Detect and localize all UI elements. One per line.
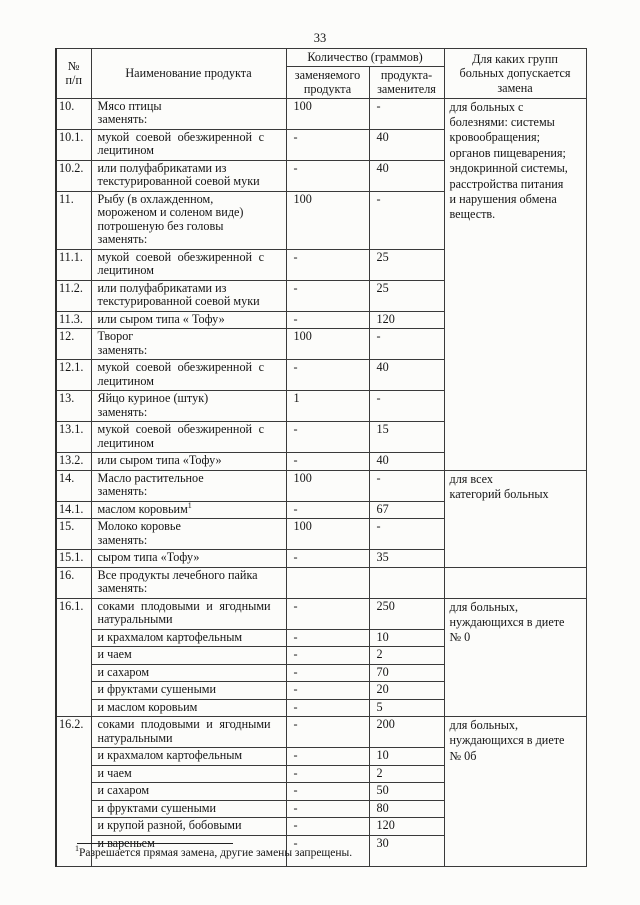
product-name-text: и фруктами сушеными [97, 682, 217, 696]
qty-replaced-cell: - [286, 129, 369, 160]
row-no-cell: 13. [56, 391, 91, 422]
table-row [56, 598, 586, 629]
product-name-cell [91, 422, 286, 453]
product-name-cell [91, 629, 286, 647]
qty-replaced-cell: - [286, 800, 369, 818]
qty-substitute-cell: 5 [369, 699, 444, 717]
product-name-line [98, 648, 283, 662]
product-name-text: соками плодовыми и ягодными [97, 717, 271, 731]
product-name-text: заменять: [97, 484, 148, 498]
product-name-text: Рыбу (в охлажденном, [97, 191, 214, 206]
product-name-line [98, 361, 283, 375]
qty-substitute-cell: - [369, 470, 444, 501]
row-no-cell: 12. [56, 329, 91, 360]
product-name-line [98, 485, 283, 499]
qty-replaced-cell: - [286, 748, 369, 766]
product-name-text: и маслом коровьим [97, 699, 198, 714]
product-name-line [98, 175, 283, 189]
qty-substitute-cell: - [369, 329, 444, 360]
product-name-line [98, 144, 283, 158]
product-name-line [98, 437, 283, 451]
product-name-text: маслом коровьим [97, 501, 188, 516]
product-name-text: и чаем [97, 765, 132, 780]
product-name-line [98, 569, 283, 583]
product-name-line [98, 295, 283, 309]
patient-group-line: расстройства питания [449, 176, 564, 191]
product-name-text: сыром типа «Тофу» [97, 550, 200, 564]
product-name-line [98, 100, 283, 114]
patient-group-line: болезнями: системы [449, 114, 555, 129]
product-name-cell [91, 717, 286, 748]
qty-substitute-cell: 35 [369, 550, 444, 568]
product-name-text: и крахмалом картофельным [97, 629, 243, 644]
header-patient-groups-line: больных допускается [459, 66, 571, 80]
product-name-cell [91, 329, 286, 360]
row-no-cell: 12.1. [56, 360, 91, 391]
product-name-cell [91, 453, 286, 471]
qty-replaced-cell: - [286, 783, 369, 801]
qty-substitute-cell: - [369, 519, 444, 550]
qty-replaced-cell: - [286, 249, 369, 280]
product-name-text: натуральными [97, 612, 173, 626]
product-name-line [98, 472, 283, 486]
qty-substitute-cell [369, 567, 444, 598]
qty-replaced-cell: 100 [286, 519, 369, 550]
product-name-text: или полуфабрикатами из [97, 160, 227, 175]
patient-group-line: эндокринной системы, [449, 161, 568, 176]
product-name-line [98, 375, 283, 389]
product-name-cell [91, 360, 286, 391]
footnote [75, 843, 495, 860]
product-name-cell [91, 699, 286, 717]
product-name-line [98, 392, 283, 406]
header-qty-substitute [369, 66, 444, 98]
product-name-line [98, 802, 283, 816]
product-name-cell [91, 567, 286, 598]
qty-substitute-cell: - [369, 391, 444, 422]
product-name-text: заменять: [97, 232, 148, 246]
row-no-cell: 10.2. [56, 160, 91, 191]
substitution-table [55, 48, 587, 867]
product-name-line [98, 330, 283, 344]
product-name-line [98, 131, 283, 145]
product-name-line [98, 631, 283, 645]
table-row [56, 717, 586, 748]
product-name-cell [91, 191, 286, 249]
product-name-text: заменять: [97, 532, 148, 547]
row-no-cell: 13.1. [56, 422, 91, 453]
product-name-text: Яйцо куриное (штук) [97, 391, 209, 405]
qty-substitute-cell: 25 [369, 280, 444, 311]
qty-substitute-cell: 30 [369, 835, 444, 867]
qty-substitute-cell: 120 [369, 311, 444, 329]
qty-substitute-cell: 2 [369, 765, 444, 783]
product-name-line [98, 503, 283, 517]
product-name-text: лецитином [97, 435, 154, 450]
product-name-text: Творог [97, 329, 134, 343]
qty-substitute-cell: - [369, 191, 444, 249]
patient-group-line: кровообращения; [449, 130, 541, 145]
qty-substitute-cell: 25 [369, 249, 444, 280]
product-name-line [98, 313, 283, 327]
product-name-cell [91, 519, 286, 550]
product-name-line [98, 264, 283, 278]
product-name-text: потрошеную без головы [97, 218, 224, 233]
patient-group-line: веществ. [449, 207, 496, 222]
product-name-text: заменять: [97, 581, 148, 595]
product-name-line [98, 718, 283, 732]
product-name-cell [91, 598, 286, 629]
qty-substitute-cell: 2 [369, 647, 444, 665]
product-name-cell [91, 501, 286, 519]
product-name-line [98, 784, 283, 798]
product-name-text: Масло растительное [97, 470, 204, 485]
product-name-line [98, 113, 283, 127]
qty-substitute-cell: 250 [369, 598, 444, 629]
product-name-text: или полуфабрикатами из [97, 280, 227, 295]
qty-replaced-cell: - [286, 664, 369, 682]
page-number: 33 [313, 31, 327, 45]
product-name-text: заменять: [97, 404, 148, 419]
product-name-text: Молоко коровье [97, 519, 181, 533]
qty-substitute-cell: 120 [369, 818, 444, 836]
qty-substitute-cell: 15 [369, 422, 444, 453]
patient-group-line: для больных, [449, 599, 519, 614]
row-no-cell: 15. [56, 519, 91, 550]
row-no-cell: 11.3. [56, 311, 91, 329]
qty-replaced-cell: - [286, 360, 369, 391]
footnote-reference: 1 [187, 501, 192, 510]
product-name-line [98, 406, 283, 420]
header-qty-replaced [286, 66, 369, 98]
qty-substitute-cell: 50 [369, 783, 444, 801]
qty-substitute-cell: 40 [369, 453, 444, 471]
patient-group-line: № 0 [449, 630, 471, 645]
patient-group-line: № 0б [449, 748, 477, 763]
product-name-line [98, 732, 283, 746]
product-name-text: лецитином [97, 143, 154, 157]
patient-group-line: нуждающихся в диете [449, 733, 565, 748]
qty-substitute-cell: 10 [369, 629, 444, 647]
header-qty-substitute-line: заменителя [377, 82, 436, 96]
product-name-text: заменять: [97, 342, 148, 357]
patient-group-cell [444, 567, 586, 598]
product-name-line [98, 423, 283, 437]
product-name-text: мукой соевой обезжиренной с [97, 422, 265, 436]
qty-replaced-cell: 100 [286, 329, 369, 360]
header-quantity-group: Количество (граммов) [286, 49, 444, 67]
header-patient-groups-line: замена [497, 80, 533, 95]
patient-group-line: для больных, [449, 718, 519, 732]
product-name-line [98, 749, 283, 763]
qty-replaced-cell: 100 [286, 191, 369, 249]
row-no-cell: 10.1. [56, 129, 91, 160]
product-name-text: натуральными [97, 730, 173, 745]
product-name-cell [91, 682, 286, 700]
product-name-line [98, 666, 283, 680]
product-name-line [98, 220, 283, 234]
qty-replaced-cell: - [286, 453, 369, 471]
product-name-cell [91, 748, 286, 766]
product-name-line [98, 613, 283, 627]
header-patient-groups-line: Для каких групп [472, 51, 558, 66]
header-no [56, 49, 91, 99]
product-name-line [98, 162, 283, 176]
qty-replaced-cell: - [286, 682, 369, 700]
footnote-separator [77, 843, 233, 844]
product-name-cell [91, 98, 286, 129]
header-qty-replaced-line: заменяемого [294, 67, 361, 82]
product-name-line [98, 582, 283, 596]
patient-group-line: органов пищеварения; [449, 145, 566, 160]
qty-replaced-cell: - [286, 311, 369, 329]
product-name-text: или сыром типа « Тофу» [97, 311, 225, 326]
qty-substitute-cell: 40 [369, 160, 444, 191]
patient-group-line: нуждающихся в диете [449, 614, 565, 629]
product-name-text: мукой соевой обезжиренной с [97, 360, 265, 374]
header-no-line: п/п [65, 73, 82, 88]
header-qty-substitute-line: продукта- [380, 67, 433, 82]
row-no-cell: 16.2. [56, 717, 91, 867]
qty-replaced-cell: - [286, 598, 369, 629]
qty-replaced-cell: - [286, 717, 369, 748]
product-name-text: и крахмалом картофельным [97, 748, 243, 762]
qty-replaced-cell: - [286, 629, 369, 647]
product-name-line [98, 193, 283, 207]
product-name-text: и сахаром [97, 664, 150, 679]
product-name-text: и фруктами сушеными [97, 800, 217, 815]
header-patient-groups [444, 49, 586, 99]
qty-substitute-cell: 80 [369, 800, 444, 818]
product-name-cell [91, 280, 286, 311]
product-name-text: лецитином [97, 373, 154, 388]
product-name-text: Все продукты лечебного пайка [97, 567, 258, 582]
patient-group-line: для всех [449, 471, 494, 486]
table-row [56, 567, 586, 598]
product-name-line [98, 600, 283, 614]
footnote-marker: 1 [75, 844, 79, 854]
patient-group-line: для больных с [449, 99, 524, 114]
product-name-line [98, 520, 283, 534]
product-name-line [98, 282, 283, 296]
product-name-text: заменять: [97, 112, 148, 126]
patient-group-line: категорий больных [449, 486, 549, 501]
patient-group-cell [444, 98, 586, 470]
product-name-text: мукой соевой обезжиренной с [97, 129, 265, 144]
product-name-line [98, 767, 283, 781]
product-name-cell [91, 818, 286, 836]
product-name-text: и крупой разной, бобовыми [97, 818, 242, 832]
row-no-cell: 11. [56, 191, 91, 249]
product-name-text: и вареньем [97, 835, 155, 850]
qty-replaced-cell: - [286, 818, 369, 836]
product-name-text: мороженом и соленом виде) [97, 205, 244, 219]
qty-replaced-cell: - [286, 422, 369, 453]
row-no-cell: 11.2. [56, 280, 91, 311]
product-name-line [98, 534, 283, 548]
patient-group-cell [444, 598, 586, 717]
product-name-line [98, 701, 283, 715]
qty-substitute-cell: 40 [369, 360, 444, 391]
qty-substitute-cell: 20 [369, 682, 444, 700]
product-name-cell [91, 783, 286, 801]
product-name-text: Мясо птицы [97, 98, 162, 113]
qty-replaced-cell: 100 [286, 98, 369, 129]
row-no-cell: 13.2. [56, 453, 91, 471]
product-name-cell [91, 311, 286, 329]
qty-replaced-cell: - [286, 160, 369, 191]
product-name-text: текстурированной соевой муки [97, 174, 260, 188]
qty-replaced-cell: - [286, 501, 369, 519]
product-name-line [98, 233, 283, 247]
qty-replaced-cell: 100 [286, 470, 369, 501]
qty-substitute-cell: - [369, 98, 444, 129]
qty-substitute-cell: 40 [369, 129, 444, 160]
footnote-text-content: Разрешается прямая замена, другие замены запрещены. [79, 847, 353, 859]
header-no-line: № [67, 58, 80, 73]
qty-replaced-cell: - [286, 550, 369, 568]
product-name-cell [91, 550, 286, 568]
footnote-text [75, 844, 495, 860]
header-product-name: Наименование продукта [91, 49, 286, 99]
product-name-cell [91, 160, 286, 191]
row-no-cell: 14. [56, 470, 91, 501]
qty-replaced-cell: - [286, 280, 369, 311]
row-no-cell: 15.1. [56, 550, 91, 568]
product-name-line [98, 683, 283, 697]
row-no-cell: 11.1. [56, 249, 91, 280]
product-name-text: и чаем [97, 647, 132, 661]
patient-group-cell [444, 470, 586, 567]
row-no-cell: 16.1. [56, 598, 91, 717]
product-name-cell [91, 647, 286, 665]
product-name-line [98, 551, 283, 565]
product-name-cell [91, 470, 286, 501]
product-name-cell [91, 765, 286, 783]
product-name-cell [91, 391, 286, 422]
row-no-cell: 10. [56, 98, 91, 129]
product-name-text: текстурированной соевой муки [97, 294, 260, 308]
product-name-line [98, 344, 283, 358]
table-row [56, 98, 586, 129]
qty-substitute-cell: 10 [369, 748, 444, 766]
qty-substitute-cell: 67 [369, 501, 444, 519]
qty-replaced-cell: - [286, 699, 369, 717]
product-name-cell [91, 129, 286, 160]
qty-replaced-cell: - [286, 765, 369, 783]
product-name-text: мукой соевой обезжиренной с [97, 249, 265, 264]
product-name-line [98, 819, 283, 833]
product-name-cell [91, 249, 286, 280]
qty-substitute-cell: 200 [369, 717, 444, 748]
product-name-line [98, 251, 283, 265]
header-row-1 [56, 49, 586, 67]
product-name-cell [91, 800, 286, 818]
patient-group-line: и нарушения обмена [449, 191, 557, 206]
product-name-text: соками плодовыми и ягодными [97, 598, 271, 613]
qty-replaced-cell [286, 567, 369, 598]
qty-substitute-cell: 70 [369, 664, 444, 682]
table-row [56, 470, 586, 501]
product-name-text: и сахаром [97, 783, 150, 797]
header-qty-replaced-line: продукта [303, 82, 352, 96]
product-name-text: или сыром типа «Тофу» [97, 453, 222, 467]
product-name-text: лецитином [97, 263, 154, 277]
row-no-cell: 16. [56, 567, 91, 598]
product-name-cell [91, 664, 286, 682]
product-name-line [98, 206, 283, 220]
qty-replaced-cell: - [286, 647, 369, 665]
table-body [56, 98, 586, 867]
product-name-line [98, 454, 283, 468]
qty-replaced-cell: - [286, 835, 369, 867]
row-no-cell: 14.1. [56, 501, 91, 519]
table-header [56, 49, 586, 99]
qty-replaced-cell: 1 [286, 391, 369, 422]
